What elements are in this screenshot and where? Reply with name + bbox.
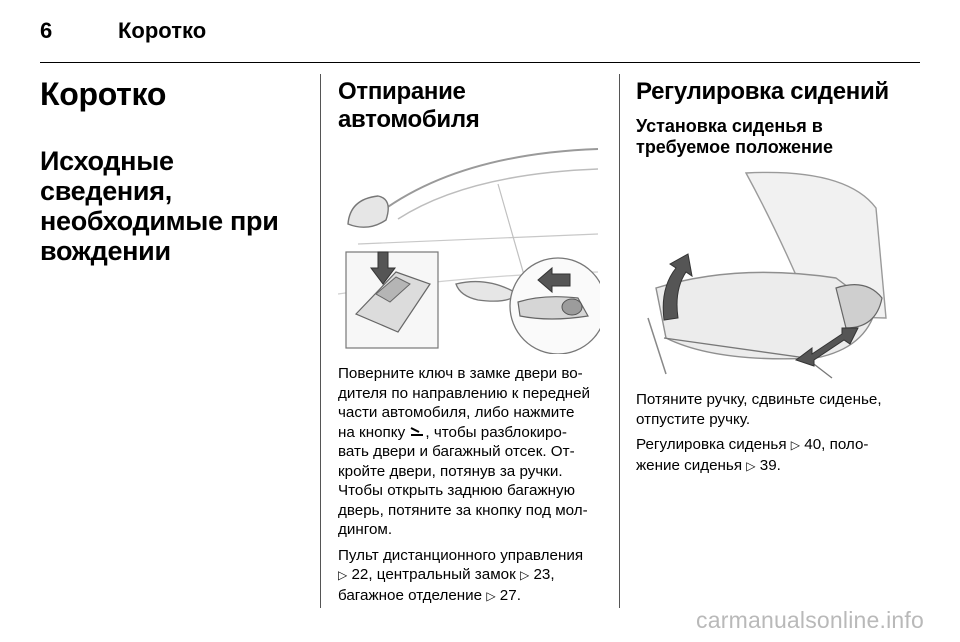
section-title-line-3: вождении — [40, 236, 171, 266]
page-number: 6 — [40, 18, 53, 43]
unlock-paragraph-2: Пульт дистанционного управления ▷ 22, центральный замок ▷ 23, багажное отделение ▷ 27. — [338, 546, 584, 604]
seat-paragraph-1: Потяните ручку, сдвиньте сиденье, отпустите ручку. — [636, 391, 882, 428]
ref-arrow-icon[interactable]: ▷ — [790, 438, 801, 452]
watermark: carmanualsonline.info — [696, 607, 924, 633]
ref-arrow-icon[interactable]: ▷ — [519, 568, 530, 582]
chapter-title: Коротко — [40, 76, 167, 112]
column-divider-2 — [619, 74, 620, 608]
unlock-illustration — [338, 144, 600, 354]
column-1 — [40, 74, 312, 266]
unlock-paragraph-1: Поверните ключ в замке двери во- дителя по направлению к передней части автомобиля, либо нажмите на кнопку , чтобы разблокиро- вать двери и багажный отсек. От- кройте двери, потянув за ручки. Чтобы открыть заднюю багажную дверь, потяните за кнопку под мол- дингом. — [338, 365, 591, 538]
header-rule — [40, 62, 920, 63]
running-title: Коротко — [118, 18, 207, 43]
seat-illustration — [636, 168, 898, 380]
unlock-heading: Отпирание автомобиля — [338, 78, 480, 133]
column-3 — [636, 74, 908, 482]
column-2 — [338, 74, 610, 612]
ref-arrow-icon[interactable]: ▷ — [486, 588, 496, 603]
ref-arrow-icon[interactable]: ▷ — [338, 568, 348, 582]
section-title-line-2: необходимые при — [40, 206, 279, 236]
ref-arrow-icon[interactable]: ▷ — [746, 458, 756, 473]
section-title-line-1: Исходные сведения, — [40, 146, 174, 206]
seat-subheading: Установка сиденья в требуемое положение — [636, 116, 833, 157]
seat-heading: Регулировка сидений — [636, 78, 889, 105]
seat-paragraph-2: Регулировка сиденья ▷ 40, поло- жение сиденья ▷ 39. — [636, 436, 869, 474]
unlock-button-icon — [409, 425, 425, 437]
column-divider-1 — [320, 74, 321, 608]
page-header — [40, 18, 920, 58]
